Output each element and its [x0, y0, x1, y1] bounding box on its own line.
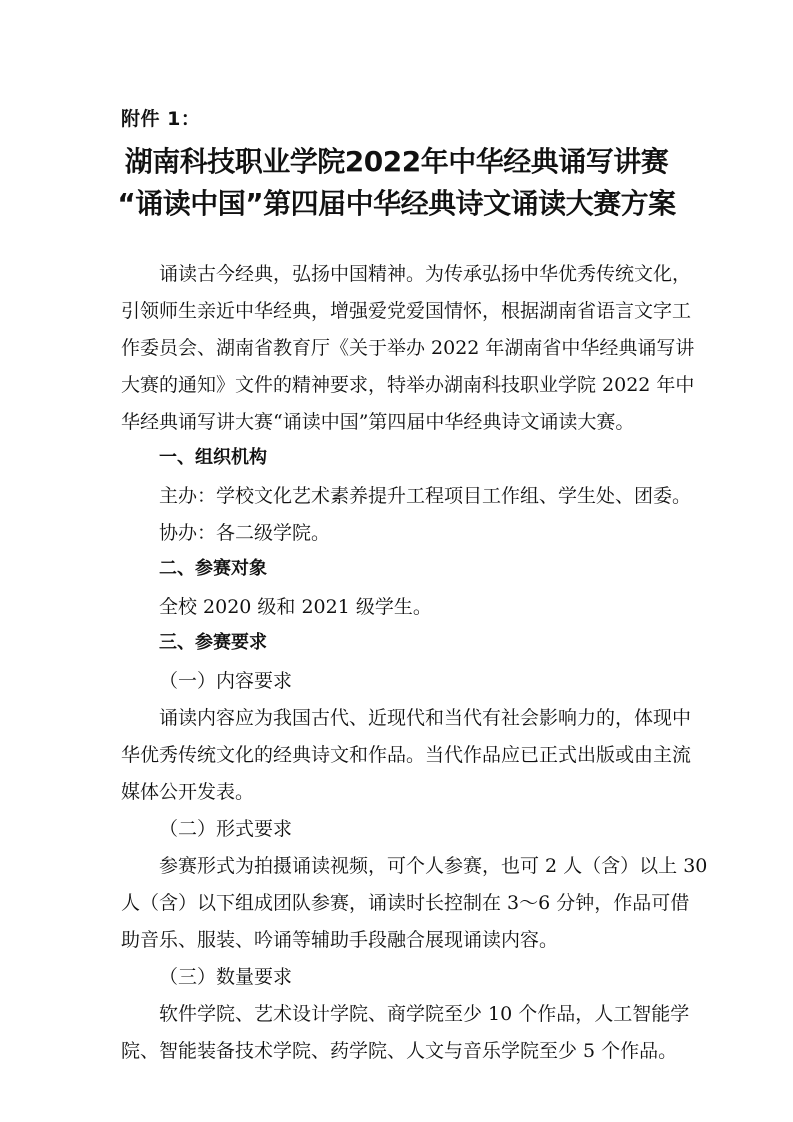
subsection-3-line-2: 院、智能装备技术学院、药学院、人文与音乐学院至少 5 个作品。: [121, 1040, 678, 1062]
intro-line-2: 引领师生亲近中华经典，增强爱党爱国情怀，根据湖南省语言文字工: [121, 300, 692, 322]
subsection-2-line-1: 参赛形式为拍摄诵读视频，可个人参赛，也可 2 人（含）以上 30: [159, 855, 708, 877]
section-3-heading: 三、参赛要求: [159, 632, 267, 653]
subsection-1-line-1: 诵读内容应为我国古代、近现代和当代有社会影响力的，体现中: [159, 707, 692, 729]
intro-line-4: 大赛的通知》文件的精神要求，特举办湖南科技职业学院 2022 年中: [121, 374, 695, 396]
attachment-label: 附件 1：: [121, 108, 201, 130]
title-line-1: 湖南科技职业学院2022年中华经典诵写讲赛: [124, 145, 669, 178]
subsection-1-line-2: 华优秀传统文化的经典诗文和作品。当代作品应已正式出版或由主流: [121, 744, 692, 766]
subsection-2-line-3: 助音乐、服装、吟诵等辅助手段融合展现诵读内容。: [121, 929, 559, 951]
title-line-2: “诵读中国”第四届中华经典诗文诵读大赛方案: [117, 187, 676, 220]
intro-line-5: 华经典诵写讲大赛“诵读中国”第四届中华经典诗文诵读大赛。: [121, 411, 635, 433]
intro-line-3: 作委员会、湖南省教育厅《关于举办 2022 年湖南省中华经典诵写讲: [121, 337, 695, 359]
intro-line-1: 诵读古今经典，弘扬中国精神。为传承弘扬中华优秀传统文化，: [159, 263, 692, 285]
section-2-text: 全校 2020 级和 2021 级学生。: [159, 596, 432, 618]
section-1-heading: 一、组织机构: [159, 447, 267, 468]
subsection-1-line-3: 媒体公开发表。: [121, 781, 255, 803]
subsection-1-title: （一）内容要求: [159, 670, 293, 692]
section-1-host: 主办：学校文化艺术素养提升工程项目工作组、学生处、团委。: [159, 485, 692, 507]
subsection-2-title: （二）形式要求: [159, 818, 293, 840]
subsection-3-line-1: 软件学院、艺术设计学院、商学院至少 10 个作品，人工智能学: [159, 1003, 690, 1025]
subsection-3-title: （三）数量要求: [159, 966, 293, 988]
section-1-cohost: 协办：各二级学院。: [159, 522, 331, 544]
section-2-heading: 二、参赛对象: [159, 558, 267, 579]
subsection-2-line-2: 人（含）以下组成团队参赛，诵读时长控制在 3～6 分钟，作品可借: [121, 892, 690, 914]
